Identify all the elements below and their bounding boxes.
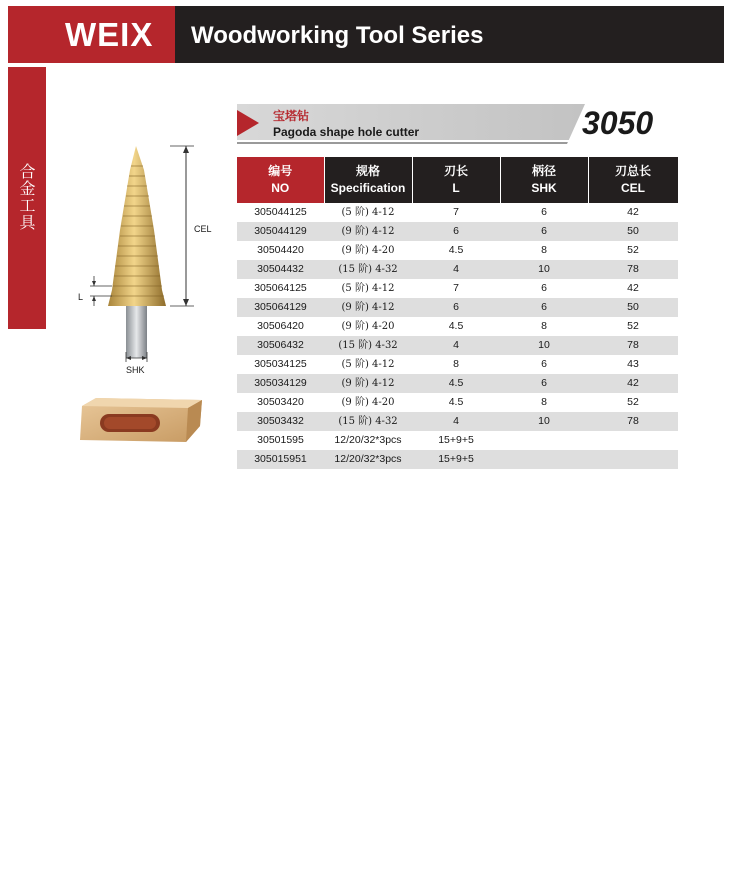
table-cell: 42 (627, 282, 639, 294)
table-cell: 4 (412, 412, 500, 431)
table-cell: 4 (412, 336, 500, 355)
table-cell: 7 (453, 282, 459, 294)
table-cell: 42 (627, 206, 639, 218)
table-cell: 10 (500, 412, 588, 431)
table-cell: 30503432 (237, 412, 324, 431)
table-row (237, 298, 678, 317)
table-cell: 78 (588, 336, 678, 355)
column-header (500, 157, 588, 203)
column-header-en: CEL (621, 181, 645, 195)
table-cell: 10 (500, 336, 588, 355)
table-cell: 10 (500, 260, 588, 279)
table-cell: 78 (588, 412, 678, 431)
column-header-cn: 编号 (268, 164, 293, 178)
table-cell: 50 (588, 222, 678, 241)
column-header-cn: 柄径 (531, 164, 556, 178)
table-row (237, 412, 678, 431)
table-cell: 30504432 (237, 260, 324, 279)
table-cell: 6 (500, 298, 588, 317)
column-header-en: L (452, 181, 460, 195)
table-cell: (9 阶) 4-20 (341, 321, 395, 332)
table-cell: 305015951 (237, 450, 324, 469)
table-cell (588, 450, 678, 469)
table-cell: (9 阶) 4-12 (324, 374, 412, 393)
table-row (237, 374, 678, 393)
table-row (237, 450, 678, 469)
column-header-cn: 刃长 (443, 164, 468, 178)
page-header (8, 6, 724, 63)
table-cell: 50 (588, 298, 678, 317)
table-cell: (9 阶) 4-20 (341, 397, 395, 408)
table-cell: (15 阶) 4-32 (324, 260, 412, 279)
table-row (237, 260, 678, 279)
table-cell: 305044129 (237, 222, 324, 241)
shk-dimension-label: SHK (126, 365, 145, 375)
table-cell: 8 (541, 396, 547, 408)
arrow-icon (237, 110, 259, 136)
table-cell: 6 (500, 222, 588, 241)
side-category-label: 合金工具 (17, 163, 36, 231)
table-cell: 305034125 (254, 358, 307, 370)
table-cell: (5 阶) 4-12 (341, 359, 395, 370)
wood-block-illustration (78, 396, 203, 444)
table-header-row (237, 157, 678, 203)
table-row (237, 241, 678, 260)
column-header-en: SHK (531, 181, 557, 195)
l-dimension-label: L (78, 292, 84, 302)
table-cell: 8 (453, 358, 459, 370)
table-cell: 42 (588, 374, 678, 393)
table-cell: 8 (541, 320, 547, 332)
table-row (237, 431, 678, 450)
table-cell: (15 阶) 4-32 (324, 412, 412, 431)
table-cell: 305064129 (237, 298, 324, 317)
table-cell: 30506420 (257, 320, 304, 332)
table-cell: 12/20/32*3pcs (334, 434, 402, 446)
table-row (237, 279, 678, 298)
product-name-en: Pagoda shape hole cutter (273, 125, 420, 139)
table-cell: (5 阶) 4-12 (341, 207, 395, 218)
step-drill-illustration (70, 140, 230, 380)
table-cell: 305064125 (254, 282, 307, 294)
brand-logo: WEIX (65, 16, 154, 53)
series-title: Woodworking Tool Series (191, 22, 484, 49)
column-header-cn: 规格 (355, 164, 380, 178)
specification-table (237, 157, 679, 469)
cel-dimension-label: CEL (194, 224, 212, 234)
table-cell: 30501595 (257, 434, 304, 446)
table-cell: 4.5 (412, 374, 500, 393)
table-cell: 52 (627, 320, 639, 332)
table-cell: (9 阶) 4-12 (324, 222, 412, 241)
table-cell (500, 450, 588, 469)
product-model-number: 3050 (582, 105, 654, 141)
table-cell: 6 (541, 282, 547, 294)
table-cell: 78 (588, 260, 678, 279)
table-cell: 6 (412, 222, 500, 241)
table-cell: 4 (412, 260, 500, 279)
table-cell: 12/20/32*3pcs (324, 450, 412, 469)
table-cell: (5 阶) 4-12 (341, 283, 395, 294)
column-header (412, 157, 500, 203)
table-cell: 52 (627, 396, 639, 408)
table-row (237, 203, 678, 222)
table-cell: 4.5 (448, 396, 464, 408)
side-category-tab (8, 67, 46, 329)
table-cell: 6 (412, 298, 500, 317)
table-cell: 30504420 (257, 244, 304, 256)
table-row (237, 355, 678, 374)
brand-logo-box (8, 6, 175, 63)
table-row (237, 393, 678, 412)
table-row (237, 317, 678, 336)
column-header (324, 157, 412, 203)
table-cell: 30503420 (257, 396, 304, 408)
table-cell: 6 (541, 358, 547, 370)
product-title-band (237, 104, 677, 144)
drill-shank (126, 306, 147, 358)
table-row (237, 222, 678, 241)
column-header-cn: 刃总长 (614, 164, 651, 178)
table-cell: 4.5 (448, 244, 464, 256)
table-cell: 6 (500, 374, 588, 393)
column-header (237, 157, 324, 203)
column-header-en: NO (271, 181, 290, 195)
table-cell: 305034129 (237, 374, 324, 393)
table-cell: 15+9+5 (412, 450, 500, 469)
table-cell: 30506432 (237, 336, 324, 355)
column-header-en: Specification (330, 181, 406, 195)
table-cell: 52 (627, 244, 639, 256)
product-name-cn: 宝塔钻 (273, 109, 310, 123)
table-cell: 6 (541, 206, 547, 218)
table-row (237, 336, 678, 355)
table-cell: 8 (541, 244, 547, 256)
table-body (237, 203, 678, 469)
column-header (588, 157, 678, 203)
table-cell: 4.5 (448, 320, 464, 332)
table-cell: (15 阶) 4-32 (324, 336, 412, 355)
table-cell (500, 431, 588, 450)
table-cell: 43 (627, 358, 639, 370)
table-cell: 7 (453, 206, 459, 218)
table-cell: (9 阶) 4-12 (324, 298, 412, 317)
table-cell: (9 阶) 4-20 (341, 245, 395, 256)
table-cell: 15+9+5 (438, 434, 474, 446)
table-cell: 305044125 (254, 206, 307, 218)
table-cell (588, 431, 678, 450)
